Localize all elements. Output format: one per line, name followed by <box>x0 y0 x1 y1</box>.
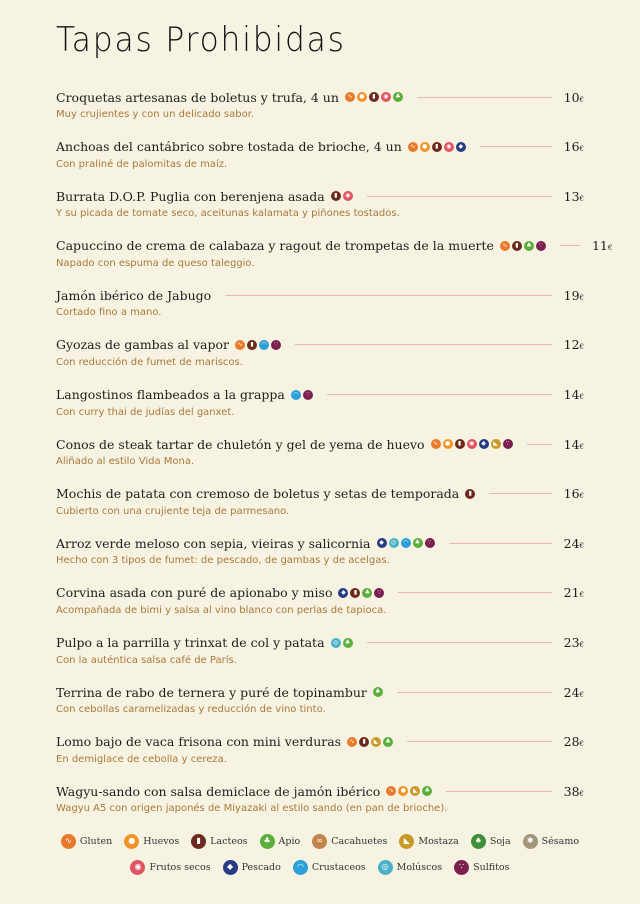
frutos-allergen-icon: ◉ <box>130 860 145 875</box>
lacteos-allergen-icon: ▮ <box>465 489 475 499</box>
dish-name: Capuccino de crema de calabaza y ragout de trompetas de la muerte <box>56 238 494 254</box>
crustaceos-allergen-icon: ◠ <box>291 390 301 400</box>
dish-description: Acompañada de bimi y salsa al vino blanco con perlas de tapioca. <box>56 604 387 616</box>
lacteos-allergen-icon: ▮ <box>455 439 465 449</box>
menu-item <box>56 185 584 235</box>
dish-description: Muy crujientes y con un delicado sabor. <box>56 109 255 120</box>
allergen-icons <box>291 390 313 400</box>
gluten-allergen-icon: ∿ <box>408 142 418 152</box>
page-title: Tapas Prohibidas <box>56 20 346 60</box>
crustaceos-allergen-icon: ◠ <box>293 860 308 875</box>
sulfitos-allergen-icon: ∵ <box>374 588 384 598</box>
gluten-allergen-icon: ∿ <box>235 340 245 350</box>
legend-item-cacahuetes <box>312 834 387 849</box>
sulfitos-allergen-icon: ∵ <box>271 340 281 350</box>
legend-item-frutos <box>130 860 210 875</box>
menu-item <box>56 384 584 434</box>
price-leader-line <box>398 592 551 593</box>
price-leader-line <box>417 97 552 98</box>
allergen-icons <box>373 687 383 697</box>
dish-description: Cortado fino a mano. <box>56 307 162 319</box>
lacteos-allergen-icon: ▮ <box>191 834 206 849</box>
menu-item <box>56 136 584 186</box>
price-leader-line <box>295 344 552 345</box>
huevos-allergen-icon: ● <box>398 786 408 796</box>
dish-price: 12€ <box>563 337 584 353</box>
apio-allergen-icon: ♣ <box>362 588 372 598</box>
lacteos-allergen-icon: ▮ <box>350 588 360 598</box>
dish-name: Pulpo a la parrilla y trinxat de col y patata <box>56 635 325 651</box>
price-leader-line <box>225 295 551 296</box>
legend-label: Apio <box>278 835 301 847</box>
currency-symbol: € <box>607 244 613 253</box>
menu-item <box>56 780 584 830</box>
apio-allergen-icon: ♣ <box>524 241 534 251</box>
currency-symbol: € <box>579 789 584 798</box>
currency-symbol: € <box>579 95 584 104</box>
price-leader-line <box>480 146 552 147</box>
sesamo-allergen-icon: ✱ <box>523 834 538 849</box>
price-leader-line <box>397 692 552 693</box>
pescado-allergen-icon: ◆ <box>223 860 238 875</box>
legend-label: Lacteos <box>210 835 248 847</box>
apio-allergen-icon: ♣ <box>260 834 275 849</box>
legend-item-gluten <box>61 834 112 849</box>
legend-label: Pescado <box>241 861 281 873</box>
menu-item <box>56 532 584 582</box>
soja-allergen-icon: ♠ <box>471 834 486 849</box>
legend-item-pescado <box>223 860 281 875</box>
allergen-icons <box>431 439 513 449</box>
currency-symbol: € <box>579 343 584 352</box>
dish-price: 21€ <box>563 585 584 601</box>
dish-price: 11€ <box>591 238 613 254</box>
legend-label: Sulfitos <box>473 861 510 873</box>
frutos-allergen-icon: ◉ <box>467 439 477 449</box>
currency-symbol: € <box>579 145 584 154</box>
allergen-icons <box>377 538 435 548</box>
dish-price: 24€ <box>563 535 584 551</box>
dish-price: 28€ <box>563 734 584 750</box>
apio-allergen-icon: ♣ <box>413 538 423 548</box>
legend-item-huevos <box>124 834 179 849</box>
currency-symbol: € <box>579 293 584 302</box>
legend-label: Sésamo <box>541 835 580 847</box>
legend-label: Frutos secos <box>149 861 211 873</box>
huevos-allergen-icon: ● <box>124 834 139 849</box>
dish-price: 10€ <box>563 89 584 105</box>
dish-name: Anchoas del cantábrico sobre tostada de brioche, 4 un <box>56 139 402 155</box>
price-leader-line <box>489 493 551 494</box>
cacahuetes-allergen-icon: ∞ <box>312 834 327 849</box>
legend-item-mostaza <box>399 834 458 849</box>
currency-symbol: € <box>579 541 584 550</box>
menu-item <box>56 632 584 682</box>
price-leader-line <box>560 245 580 246</box>
sulfitos-allergen-icon: ∵ <box>454 860 469 875</box>
legend-row <box>0 854 640 880</box>
menu-item <box>56 731 584 781</box>
dish-price: 16€ <box>563 139 584 155</box>
allergen-icons <box>386 786 432 796</box>
dish-description: Con cebollas caramelizadas y reducción de vino tinto. <box>56 704 326 716</box>
dish-description: Hecho con 3 tipos de fumet: de pescado, de gambas y de acelgas. <box>56 555 390 567</box>
dish-description: Wagyu A5 con origen japonés de Miyazaki al estilo sando (en pan de brioche). <box>56 803 448 815</box>
menu-item <box>56 284 584 334</box>
sulfitos-allergen-icon: ∵ <box>303 390 313 400</box>
legend-label: Soja <box>489 835 511 847</box>
dish-price: 38€ <box>563 783 584 799</box>
dish-name: Conos de steak tartar de chuletón y gel de yema de huevo <box>56 436 425 452</box>
currency-symbol: € <box>579 393 584 402</box>
mostaza-allergen-icon: ◣ <box>371 737 381 747</box>
menu-item <box>56 334 584 384</box>
pescado-allergen-icon: ◆ <box>377 538 387 548</box>
dish-price: 14€ <box>563 436 584 452</box>
huevos-allergen-icon: ● <box>420 142 430 152</box>
dish-name: Wagyu-sando con salsa demiclace de jamón ibérico <box>56 783 381 799</box>
currency-symbol: € <box>579 641 584 650</box>
price-leader-line <box>449 543 552 544</box>
moluscos-allergen-icon: ◎ <box>331 638 341 648</box>
legend-item-moluscos <box>378 860 442 875</box>
dish-name: Mochis de patata con cremoso de boletus y setas de temporada <box>56 486 460 502</box>
dish-description: Con curry thai de judías del ganxet. <box>56 406 235 418</box>
currency-symbol: € <box>579 740 584 749</box>
menu-item <box>56 433 584 483</box>
sulfitos-allergen-icon: ∵ <box>536 241 546 251</box>
dish-description: Y su picada de tomate seco, aceitunas kalamata y piñones tostados. <box>56 208 400 220</box>
allergen-icons <box>331 191 353 201</box>
dish-description: Con reducción de fumet de mariscos. <box>56 356 243 368</box>
dish-price: 14€ <box>563 387 584 403</box>
crustaceos-allergen-icon: ◠ <box>259 340 269 350</box>
menu-item <box>56 681 584 731</box>
legend-item-soja <box>471 834 511 849</box>
lacteos-allergen-icon: ▮ <box>369 92 379 102</box>
menu-item <box>56 86 584 136</box>
allergen-icons <box>500 241 546 251</box>
legend-label: Gluten <box>79 835 113 847</box>
allergen-icons <box>338 588 384 598</box>
huevos-allergen-icon: ● <box>443 439 453 449</box>
dish-description: Cubierto con una crujiente teja de parmesano. <box>56 505 290 517</box>
lacteos-allergen-icon: ▮ <box>247 340 257 350</box>
dish-price: 13€ <box>563 188 584 204</box>
price-leader-line <box>367 642 552 643</box>
lacteos-allergen-icon: ▮ <box>512 241 522 251</box>
allergen-icons <box>345 92 403 102</box>
pescado-allergen-icon: ◆ <box>338 588 348 598</box>
menu-item <box>56 483 584 533</box>
dish-price: 19€ <box>563 287 584 303</box>
crustaceos-allergen-icon: ◠ <box>401 538 411 548</box>
dish-name: Arroz verde meloso con sepia, vieiras y salicornia <box>56 535 371 551</box>
gluten-allergen-icon: ∿ <box>345 92 355 102</box>
dish-name: Terrina de rabo de ternera y puré de topinambur <box>56 684 367 700</box>
apio-allergen-icon: ♣ <box>422 786 432 796</box>
dish-name: Langostinos flambeados a la grappa <box>56 387 285 403</box>
moluscos-allergen-icon: ◎ <box>389 538 399 548</box>
menu-item <box>56 582 584 632</box>
apio-allergen-icon: ♣ <box>373 687 383 697</box>
moluscos-allergen-icon: ◎ <box>378 860 393 875</box>
dish-description: Napado con espuma de queso taleggio. <box>56 257 255 269</box>
legend-item-apio <box>260 834 301 849</box>
legend-item-crustaceos <box>293 860 366 875</box>
legend-label: Molúscos <box>396 861 443 873</box>
dish-name: Lomo bajo de vaca frisona con mini verduras <box>56 734 342 750</box>
frutos-allergen-icon: ◉ <box>444 142 454 152</box>
gluten-allergen-icon: ∿ <box>386 786 396 796</box>
dish-name: Croquetas artesanas de boletus y trufa, 4 un <box>56 89 339 105</box>
currency-symbol: € <box>579 690 584 699</box>
pescado-allergen-icon: ◆ <box>456 142 466 152</box>
allergen-icons <box>465 489 475 499</box>
currency-symbol: € <box>579 442 584 451</box>
legend-label: Huevos <box>143 835 180 847</box>
dish-name: Jamón ibérico de Jabugo <box>56 287 212 303</box>
dish-description: Con praliné de palomitas de maíz. <box>56 158 228 170</box>
gluten-allergen-icon: ∿ <box>347 737 357 747</box>
price-leader-line <box>367 196 552 197</box>
mostaza-allergen-icon: ◣ <box>399 834 414 849</box>
currency-symbol: € <box>579 194 584 203</box>
allergen-icons <box>408 142 466 152</box>
lacteos-allergen-icon: ▮ <box>331 191 341 201</box>
apio-allergen-icon: ♣ <box>383 737 393 747</box>
gluten-allergen-icon: ∿ <box>61 834 76 849</box>
mostaza-allergen-icon: ◣ <box>410 786 420 796</box>
legend-item-sesamo <box>523 834 579 849</box>
dish-name: Gyozas de gambas al vapor <box>56 337 229 353</box>
dish-price: 16€ <box>563 486 584 502</box>
apio-allergen-icon: ♣ <box>343 638 353 648</box>
sulfitos-allergen-icon: ∵ <box>425 538 435 548</box>
apio-allergen-icon: ♣ <box>393 92 403 102</box>
menu-list <box>56 86 613 830</box>
frutos-allergen-icon: ◉ <box>381 92 391 102</box>
huevos-allergen-icon: ● <box>357 92 367 102</box>
legend-row <box>0 828 640 854</box>
mostaza-allergen-icon: ◣ <box>491 439 501 449</box>
price-leader-line <box>407 741 552 742</box>
menu-item <box>56 235 613 285</box>
dish-description: Aliñado al estilo Vida Mona. <box>56 456 195 468</box>
legend-item-sulfitos <box>454 860 509 875</box>
gluten-allergen-icon: ∿ <box>431 439 441 449</box>
allergen-icons <box>235 340 281 350</box>
currency-symbol: € <box>579 591 584 600</box>
dish-price: 23€ <box>563 635 584 651</box>
legend-label: Mostaza <box>418 835 459 847</box>
currency-symbol: € <box>579 492 584 501</box>
price-leader-line <box>527 444 552 445</box>
sulfitos-allergen-icon: ∵ <box>503 439 513 449</box>
lacteos-allergen-icon: ▮ <box>432 142 442 152</box>
legend-item-lacteos <box>191 834 247 849</box>
lacteos-allergen-icon: ▮ <box>359 737 369 747</box>
price-leader-line <box>327 394 552 395</box>
dish-name: Burrata D.O.P. Puglia con berenjena asada <box>56 188 325 204</box>
dish-price: 24€ <box>563 684 584 700</box>
dish-description: En demiglace de cebolla y cereza. <box>56 753 227 765</box>
dish-name: Corvina asada con puré de apionabo y miso <box>56 585 333 601</box>
pescado-allergen-icon: ◆ <box>479 439 489 449</box>
dish-description: Con la auténtica salsa café de París. <box>56 654 237 666</box>
price-leader-line <box>446 791 551 792</box>
allergen-icons <box>331 638 353 648</box>
legend-label: Crustaceos <box>311 861 366 873</box>
gluten-allergen-icon: ∿ <box>500 241 510 251</box>
allergen-icons <box>347 737 393 747</box>
frutos-allergen-icon: ◉ <box>343 191 353 201</box>
allergen-legend <box>0 828 640 880</box>
legend-label: Cacahuetes <box>331 835 388 847</box>
